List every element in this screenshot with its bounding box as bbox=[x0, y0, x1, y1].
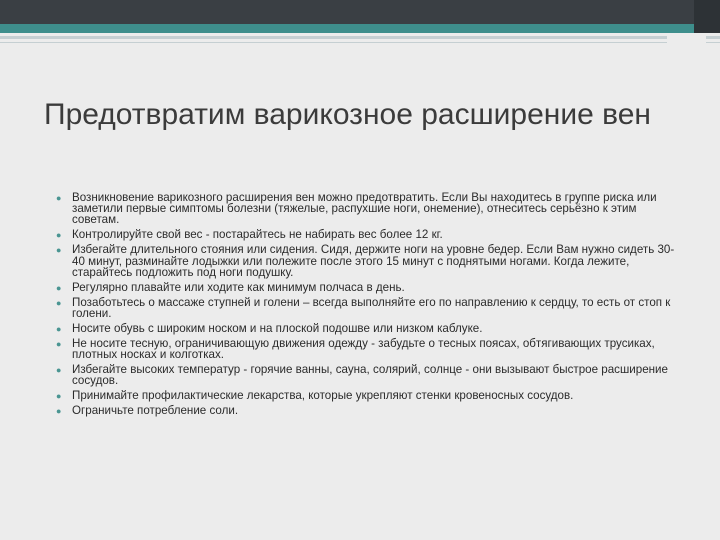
header-bar bbox=[0, 0, 720, 24]
bullet-dot-icon: ● bbox=[56, 297, 62, 308]
list-item bbox=[56, 405, 684, 416]
divider-line bbox=[0, 36, 667, 39]
bullet-list bbox=[56, 192, 684, 420]
list-item-text: Возникновение варикозного расширения вен можно предотвратить. Если Вы находитесь в группе риска или заметили первые симптомы болезни (тяжелые, распухшие ноги, онемение), отнеситесь серьёзно к этим советам. bbox=[72, 191, 657, 227]
divider-line bbox=[706, 42, 720, 43]
list-item bbox=[56, 229, 684, 240]
bullet-dot-icon: ● bbox=[56, 391, 62, 402]
list-item-text: Контролируйте свой вес - постарайтесь не набирать вес более 12 кг. bbox=[72, 228, 443, 242]
bullet-dot-icon: ● bbox=[56, 282, 62, 293]
bullet-dot-icon: ● bbox=[56, 230, 62, 241]
bullet-dot-icon: ● bbox=[56, 339, 62, 350]
list-item-text: Избегайте длительного стояния или сидения. Сидя, держите ноги на уровне бедер. Если Вам нужно сидеть 30-40 минут, разминайте лодыжки или полежите после этого 15 минут с поднятыми ногами. Когда лежите, старайтесь подложить под ноги подушку. bbox=[72, 243, 675, 279]
list-item-text: Принимайте профилактические лекарства, которые укрепляют стенки кровеносных сосудов. bbox=[72, 389, 574, 403]
divider-line bbox=[0, 42, 667, 43]
list-item-text: Позаботьтесь о массаже ступней и голени – всегда выполняйте его по направлению к сердцу, то есть от стоп к голени. bbox=[72, 295, 671, 321]
list-item bbox=[56, 244, 684, 278]
list-item-text: Ограничьте потребление соли. bbox=[72, 404, 239, 418]
corner-block bbox=[694, 0, 720, 33]
list-item bbox=[56, 390, 684, 401]
bullet-dot-icon: ● bbox=[56, 365, 62, 376]
list-item bbox=[56, 282, 684, 293]
list-item bbox=[56, 364, 684, 386]
bullet-dot-icon: ● bbox=[56, 193, 62, 203]
divider-line bbox=[706, 36, 720, 39]
list-item-text: Носите обувь с широким носком и на плоской подошве или низком каблуке. bbox=[72, 322, 483, 336]
bullet-dot-icon: ● bbox=[56, 406, 62, 417]
accent-bar bbox=[0, 24, 720, 33]
bullet-dot-icon: ● bbox=[56, 324, 62, 335]
list-item-text: Избегайте высоких температур - горячие ванны, сауна, солярий, солнце - они вызывают быстрое расширение сосудов. bbox=[72, 363, 668, 388]
list-item bbox=[56, 323, 684, 334]
list-item bbox=[56, 338, 684, 360]
slide-title: Предотвратим варикозное расширение вен bbox=[44, 98, 651, 131]
list-item bbox=[56, 297, 684, 319]
bullet-dot-icon: ● bbox=[56, 245, 62, 256]
list-item-text: Регулярно плавайте или ходите как минимум полчаса в день. bbox=[72, 280, 405, 294]
list-item bbox=[56, 192, 684, 226]
list-item-text: Не носите тесную, ограничивающую движения одежду - забудьте о тесных поясах, обтягивающих трусиках, плотных носках и колготках. bbox=[72, 337, 655, 362]
